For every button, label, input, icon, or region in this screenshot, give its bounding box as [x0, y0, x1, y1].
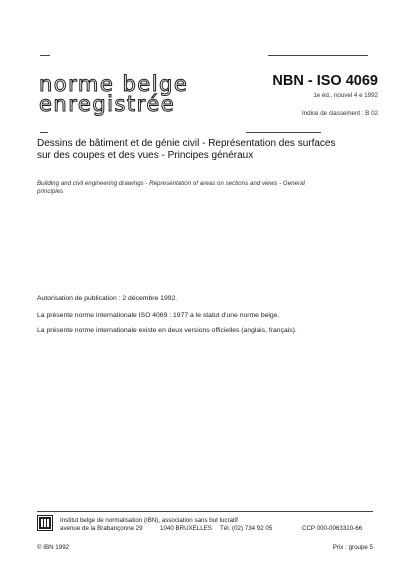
- heading-line-2: sur des coupes et des vues - Principes généraux: [37, 150, 254, 161]
- heading-rule-long: [246, 132, 321, 133]
- title-line-1: norme belge: [39, 72, 189, 96]
- english-title-line-1: Building and civil engineering drawings - Representation of areas on sections and views - General: [37, 180, 305, 187]
- ibn-logo-icon: [37, 515, 53, 531]
- versions-text: La présente norme internationale existe en deux versions officielles (anglais, français).: [37, 327, 297, 334]
- city: 1040 BRUXELLES: [160, 525, 212, 532]
- top-right-rule: [268, 55, 368, 56]
- heading-line-1: Dessins de bâtiment et de génie civil - Représentation des surfaces: [37, 138, 336, 149]
- standard-number: NBN - ISO 4069: [272, 73, 378, 89]
- institute-name: Institut belge de normalisation (IBN), association sans but lucratif: [60, 517, 238, 524]
- copyright: © IBN 1992: [37, 544, 70, 551]
- edition-info: 1e éd., nouvel 4 e 1992: [313, 92, 378, 99]
- title-line-2: enregistrée: [39, 92, 176, 116]
- authorization-text: Autorisation de publication : 2 décembre 1992.: [37, 295, 178, 302]
- footer-rule: [37, 511, 373, 512]
- phone: Tél. (02) 734 92 05: [220, 525, 273, 532]
- english-title-line-2: principles: [37, 188, 64, 195]
- heading-rule-short: [40, 132, 48, 133]
- classification-index: Indice de classement : B 02: [301, 110, 378, 117]
- price-group: Prix : groupe 5: [332, 544, 373, 551]
- status-text: La présente norme internationale ISO 4069 : 1977 a le statut d'une norme belge.: [37, 312, 280, 319]
- address: avenue de la Brabançonne 29: [60, 525, 143, 532]
- postal-account: CCP 000-0063310-66: [302, 525, 363, 532]
- top-short-rule: [40, 55, 50, 56]
